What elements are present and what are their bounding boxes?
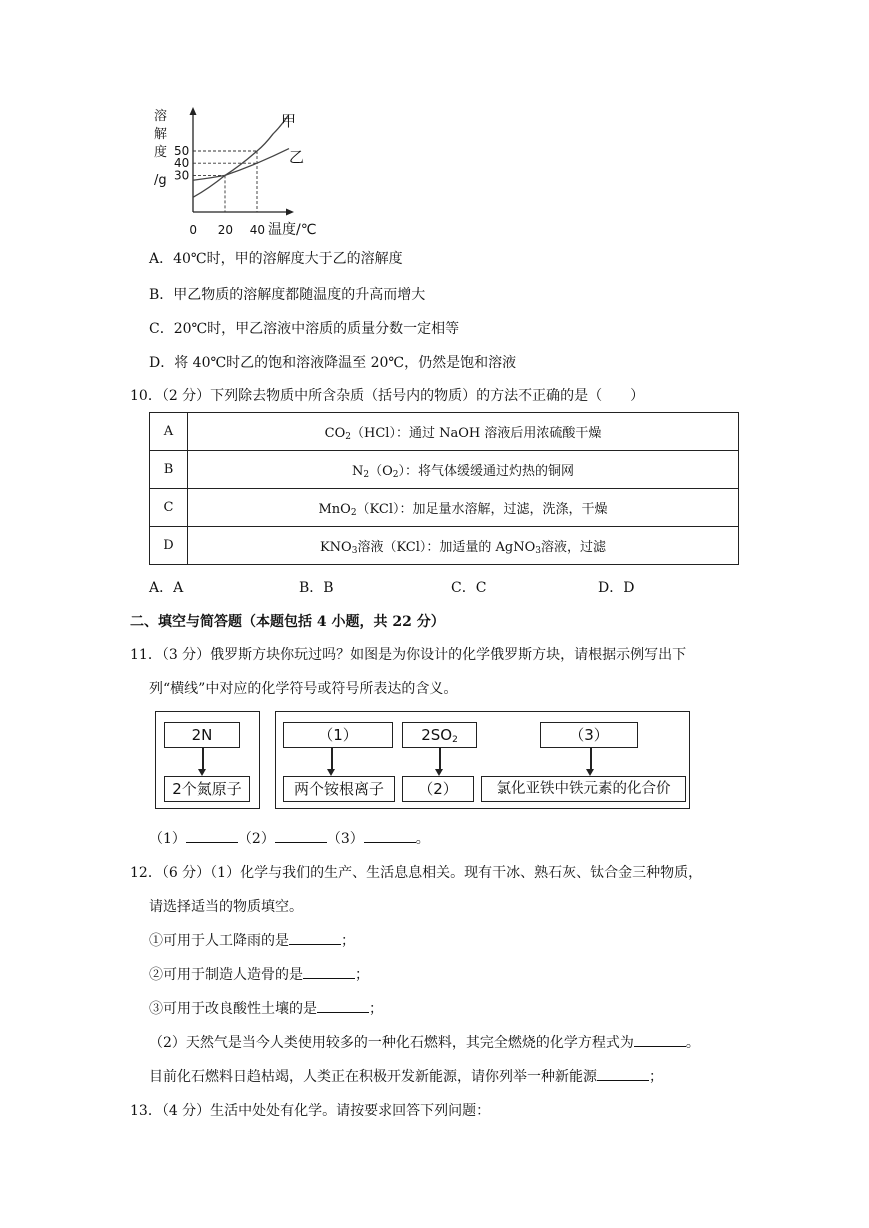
row-method — [188, 489, 739, 527]
solubility-chart — [148, 100, 317, 250]
item-end: ； — [341, 933, 355, 949]
part2-text: 目前化石燃料日趋枯竭，人类正在积极开发新能源，请你列举一种新能源 — [149, 1069, 597, 1085]
subscript: 2 — [452, 735, 458, 745]
example-bottom-cell: 2个氮原子 — [164, 776, 250, 802]
q12-stem-line1: 12．（6 分）（1）化学与我们的生产、生活息息相关。现有干冰、熟石灰、钛合金三种物质， — [130, 865, 703, 881]
answer-blank-1[interactable] — [186, 828, 238, 843]
formula-mid: 溶液（KCl）：加适量的 AgNO — [357, 539, 536, 555]
answer-label-3: （3） — [326, 831, 364, 847]
arrow — [590, 748, 592, 770]
formula: N — [351, 463, 364, 479]
q13-stem: 13．（4 分）生活中处处有化学。请按要求回答下列问题： — [130, 1103, 491, 1119]
y-axis-arrow — [190, 107, 197, 115]
answer-label-2: （2） — [237, 831, 275, 847]
arrow — [331, 748, 333, 770]
b1-bottom-cell: 两个铵根离子 — [283, 776, 395, 802]
item-end: ； — [369, 1001, 383, 1017]
row-method — [188, 451, 739, 489]
arrow — [202, 748, 204, 770]
part2-text: （2）天然气是当今人类使用较多的一种化石燃料，其完全燃烧的化学方程式为 — [149, 1035, 634, 1051]
formula: KNO — [319, 539, 352, 555]
item-text: ①可用于人工降雨的是 — [149, 933, 289, 949]
subscript: 3 — [535, 545, 542, 556]
formula: 2SO — [421, 726, 453, 744]
q10-option-b: B．B — [299, 580, 334, 596]
q9-option-c: C．20℃时，甲乙溶液中溶质的质量分数一定相等 — [149, 321, 460, 337]
part2-end: ； — [649, 1069, 663, 1085]
x-axis-label: 温度/℃ — [268, 222, 317, 238]
equation-blank[interactable] — [634, 1032, 686, 1047]
formula: CO — [324, 425, 346, 441]
x-tick-label: 40 — [249, 223, 266, 237]
formula: MnO — [318, 501, 351, 517]
blank-1[interactable]: （1） — [290, 723, 386, 748]
example-top-cell: 2N — [164, 722, 240, 748]
y-label-char-3: 度 — [154, 145, 168, 160]
answer-blank-2[interactable] — [275, 828, 327, 843]
arrow — [439, 748, 441, 770]
table-row — [150, 489, 739, 527]
energy-blank[interactable] — [597, 1066, 649, 1081]
q10-option-c: C．C — [451, 580, 487, 596]
row-label: D — [150, 527, 188, 565]
y-tick-label: 40 — [174, 156, 190, 171]
answer-end: 。 — [415, 831, 430, 847]
arrow-head — [327, 769, 335, 776]
arrow-head — [435, 769, 443, 776]
series-label-jia: 甲 — [281, 112, 297, 130]
part2-end: 。 — [685, 1035, 700, 1051]
b2-top-cell — [402, 722, 477, 748]
y-label-char-4: /g — [154, 173, 167, 188]
q11-stem-line1: 11．（3 分）俄罗斯方块你玩过吗？如图是为你设计的化学俄罗斯方块，请根据示例写出下 — [130, 647, 687, 663]
row-label: B — [150, 451, 188, 489]
x-tick-label: 20 — [217, 223, 234, 237]
q11-answers — [149, 828, 430, 848]
method-text: （KCl）：加足量水溶解，过滤，洗涤，干燥 — [356, 501, 608, 517]
formula-mid: （O — [369, 463, 393, 479]
method-text: （HCl）：通过 NaOH 溶液后用浓硫酸干燥 — [351, 425, 602, 441]
subscript: 2 — [345, 431, 351, 442]
y-tick-label: 50 — [174, 144, 190, 158]
q12-item-3 — [149, 998, 383, 1018]
y-label-char-1: 溶 — [154, 109, 168, 124]
x-tick-label: 0 — [189, 223, 198, 237]
item-blank[interactable] — [317, 998, 369, 1013]
blank-2-cell — [402, 776, 474, 802]
row-label: A — [150, 413, 188, 451]
section-heading: 二、填空与简答题（本题包括 4 小题，共 22 分） — [130, 614, 445, 630]
subscript: 2 — [363, 469, 370, 480]
x-axis-arrow — [286, 209, 294, 216]
item-text: ③可用于改良酸性土壤的是 — [149, 1001, 317, 1017]
impurity-table — [149, 412, 739, 565]
answer-label-1: （1） — [149, 831, 186, 847]
y-label-char-2: 解 — [154, 127, 168, 142]
subscript: 3 — [351, 545, 358, 556]
b3-bottom-cell: 氯化亚铁中铁元素的化合价 — [481, 776, 686, 802]
method-text: ）：将气体缓缓通过灼热的铜网 — [398, 463, 575, 479]
blank-1-cell — [283, 722, 393, 748]
item-blank[interactable] — [289, 930, 341, 945]
q10-option-d: D．D — [598, 580, 635, 596]
q12-part2-line2 — [149, 1066, 663, 1086]
subscript: 2 — [392, 469, 399, 480]
blank-3-cell — [540, 722, 638, 748]
table-row — [150, 451, 739, 489]
blank-3[interactable]: （3） — [548, 723, 630, 748]
table-row — [150, 527, 739, 565]
row-method — [188, 527, 739, 565]
item-end: ； — [355, 967, 369, 983]
q9-option-b: B．甲乙物质的溶解度都随温度的升高而增大 — [149, 287, 426, 303]
blank-2[interactable]: （2） — [410, 777, 466, 802]
q12-part2-line1 — [149, 1032, 700, 1052]
y-tick-label: 30 — [174, 168, 190, 183]
q12-stem-line2: 请选择适当的物质填空。 — [149, 899, 303, 915]
arrow-head — [586, 769, 594, 776]
row-label: C — [150, 489, 188, 527]
q12-item-1 — [149, 930, 355, 950]
q9-option-d: D．将 40℃时乙的饱和溶液降温至 20℃，仍然是饱和溶液 — [149, 355, 517, 371]
subscript: 2 — [350, 507, 357, 518]
table-row — [150, 413, 739, 451]
q10-option-a: A．A — [149, 580, 184, 596]
method-text: 溶液，过滤 — [541, 539, 607, 555]
arrow-head — [198, 769, 206, 776]
item-text: ②可用于制造人造骨的是 — [149, 967, 303, 983]
answer-blank-3[interactable] — [364, 828, 416, 843]
q12-item-2 — [149, 964, 369, 984]
q11-stem-line2: 列“横线”中对应的化学符号或符号所表达的含义。 — [149, 681, 458, 697]
row-method — [188, 413, 739, 451]
item-blank[interactable] — [303, 964, 355, 979]
series-label-yi: 乙 — [289, 148, 305, 166]
q9-option-a: A．40℃时，甲的溶解度大于乙的溶解度 — [149, 251, 403, 267]
q10-stem: 10．（2 分）下列除去物质中所含杂质（括号内的物质）的方法不正确的是（ ） — [130, 388, 645, 404]
